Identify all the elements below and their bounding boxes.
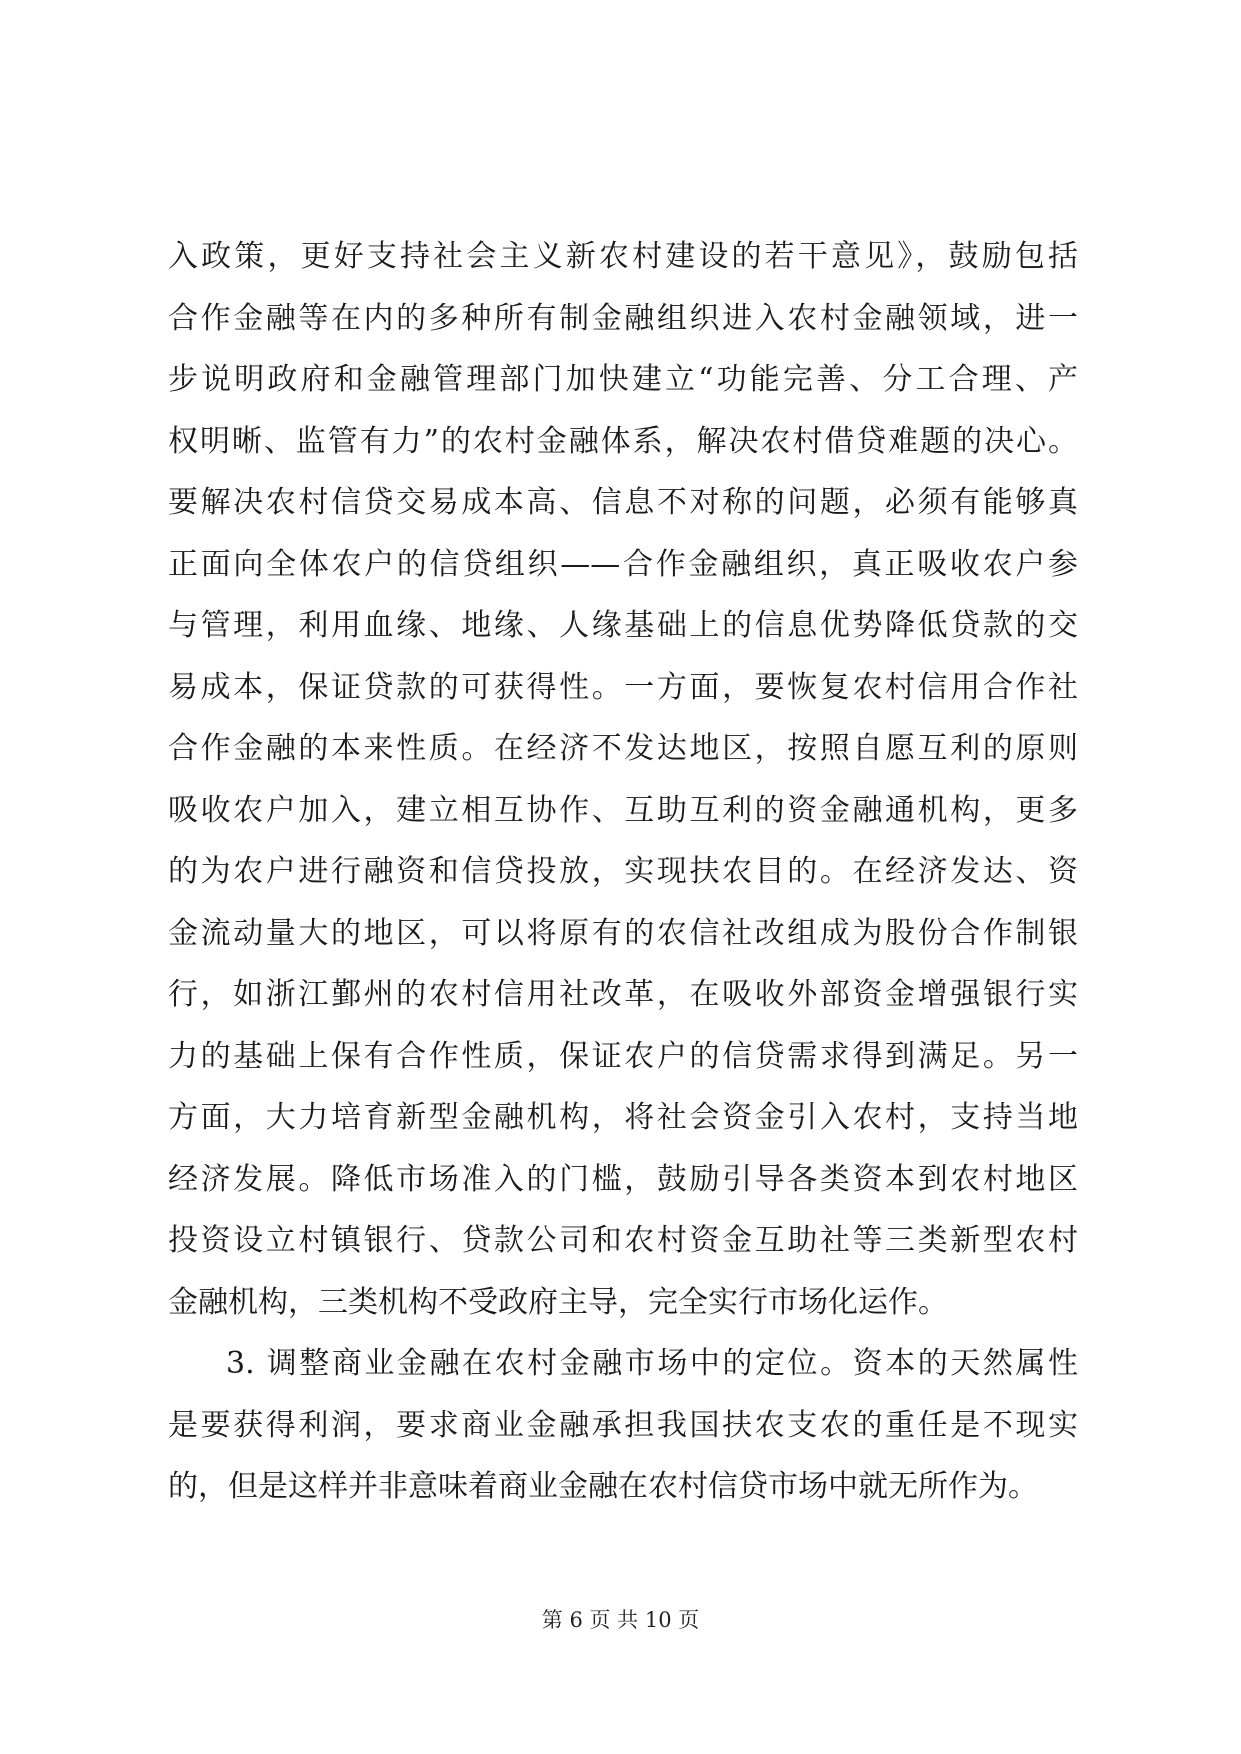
text-line: 是要获得利润，要求商业金融承担我国扶农支农的重任是不现实 bbox=[168, 1407, 1078, 1443]
text-line: 权明晰、监管有力”的农村金融体系，解决农村借贷难题的决心。 bbox=[168, 423, 1078, 459]
text-line: 要解决农村信贷交易成本高、信息不对称的问题，必须有能够真 bbox=[168, 485, 1078, 520]
text-line: 金融机构，三类机构不受政府主导，完全实行市场化运作。 bbox=[168, 1284, 948, 1320]
page-footer bbox=[0, 1605, 1241, 1635]
body-text bbox=[168, 226, 1078, 1518]
text-line: 步说明政府和金融管理部门加快建立“功能完善、分工合理、产 bbox=[168, 362, 1078, 397]
text-line: 易成本，保证贷款的可获得性。一方面，要恢复农村信用合作社 bbox=[168, 669, 1078, 705]
text-line: 行，如浙江鄞州的农村信用社改革，在吸收外部资金增强银行实 bbox=[168, 977, 1078, 1012]
text-line: 正面向全体农户的信贷组织——合作金融组织，真正吸收农户参 bbox=[168, 546, 1078, 582]
text-line: 经济发展。降低市场准入的门槛，鼓励引导各类资本到农村地区 bbox=[168, 1161, 1078, 1197]
text-line: 吸收农户加入，建立相互协作、互助互利的资金融通机构，更多 bbox=[168, 792, 1078, 828]
text-line: 3. 调整商业金融在农村金融市场中的定位。资本的天然属性 bbox=[226, 1346, 1078, 1381]
text-line: 力的基础上保有合作性质，保证农户的信贷需求得到满足。另一 bbox=[168, 1038, 1078, 1074]
text-line: 的为农户进行融资和信贷投放，实现扶农目的。在经济发达、资 bbox=[168, 854, 1078, 889]
page-number: 第 6 页 共 10 页 bbox=[541, 1608, 700, 1632]
text-line: 与管理，利用血缘、地缘、人缘基础上的信息优势降低贷款的交 bbox=[168, 608, 1078, 643]
text-line: 的，但是这样并非意味着商业金融在农村信贷市场中就无所作为。 bbox=[168, 1469, 1038, 1504]
paragraph-2 bbox=[168, 1333, 1078, 1518]
paragraph-1 bbox=[168, 226, 1078, 1333]
text-line: 入政策，更好支持社会主义新农村建设的若干意见》，鼓励包括 bbox=[168, 239, 1078, 274]
text-line: 金流动量大的地区，可以将原有的农信社改组成为股份合作制银 bbox=[168, 915, 1078, 951]
text-line: 投资设立村镇银行、贷款公司和农村资金互助社等三类新型农村 bbox=[168, 1223, 1078, 1258]
text-line: 合作金融的本来性质。在经济不发达地区，按照自愿互利的原则 bbox=[168, 731, 1078, 766]
text-line: 合作金融等在内的多种所有制金融组织进入农村金融领域，进一 bbox=[168, 300, 1078, 336]
text-line: 方面，大力培育新型金融机构，将社会资金引入农村，支持当地 bbox=[168, 1100, 1078, 1135]
